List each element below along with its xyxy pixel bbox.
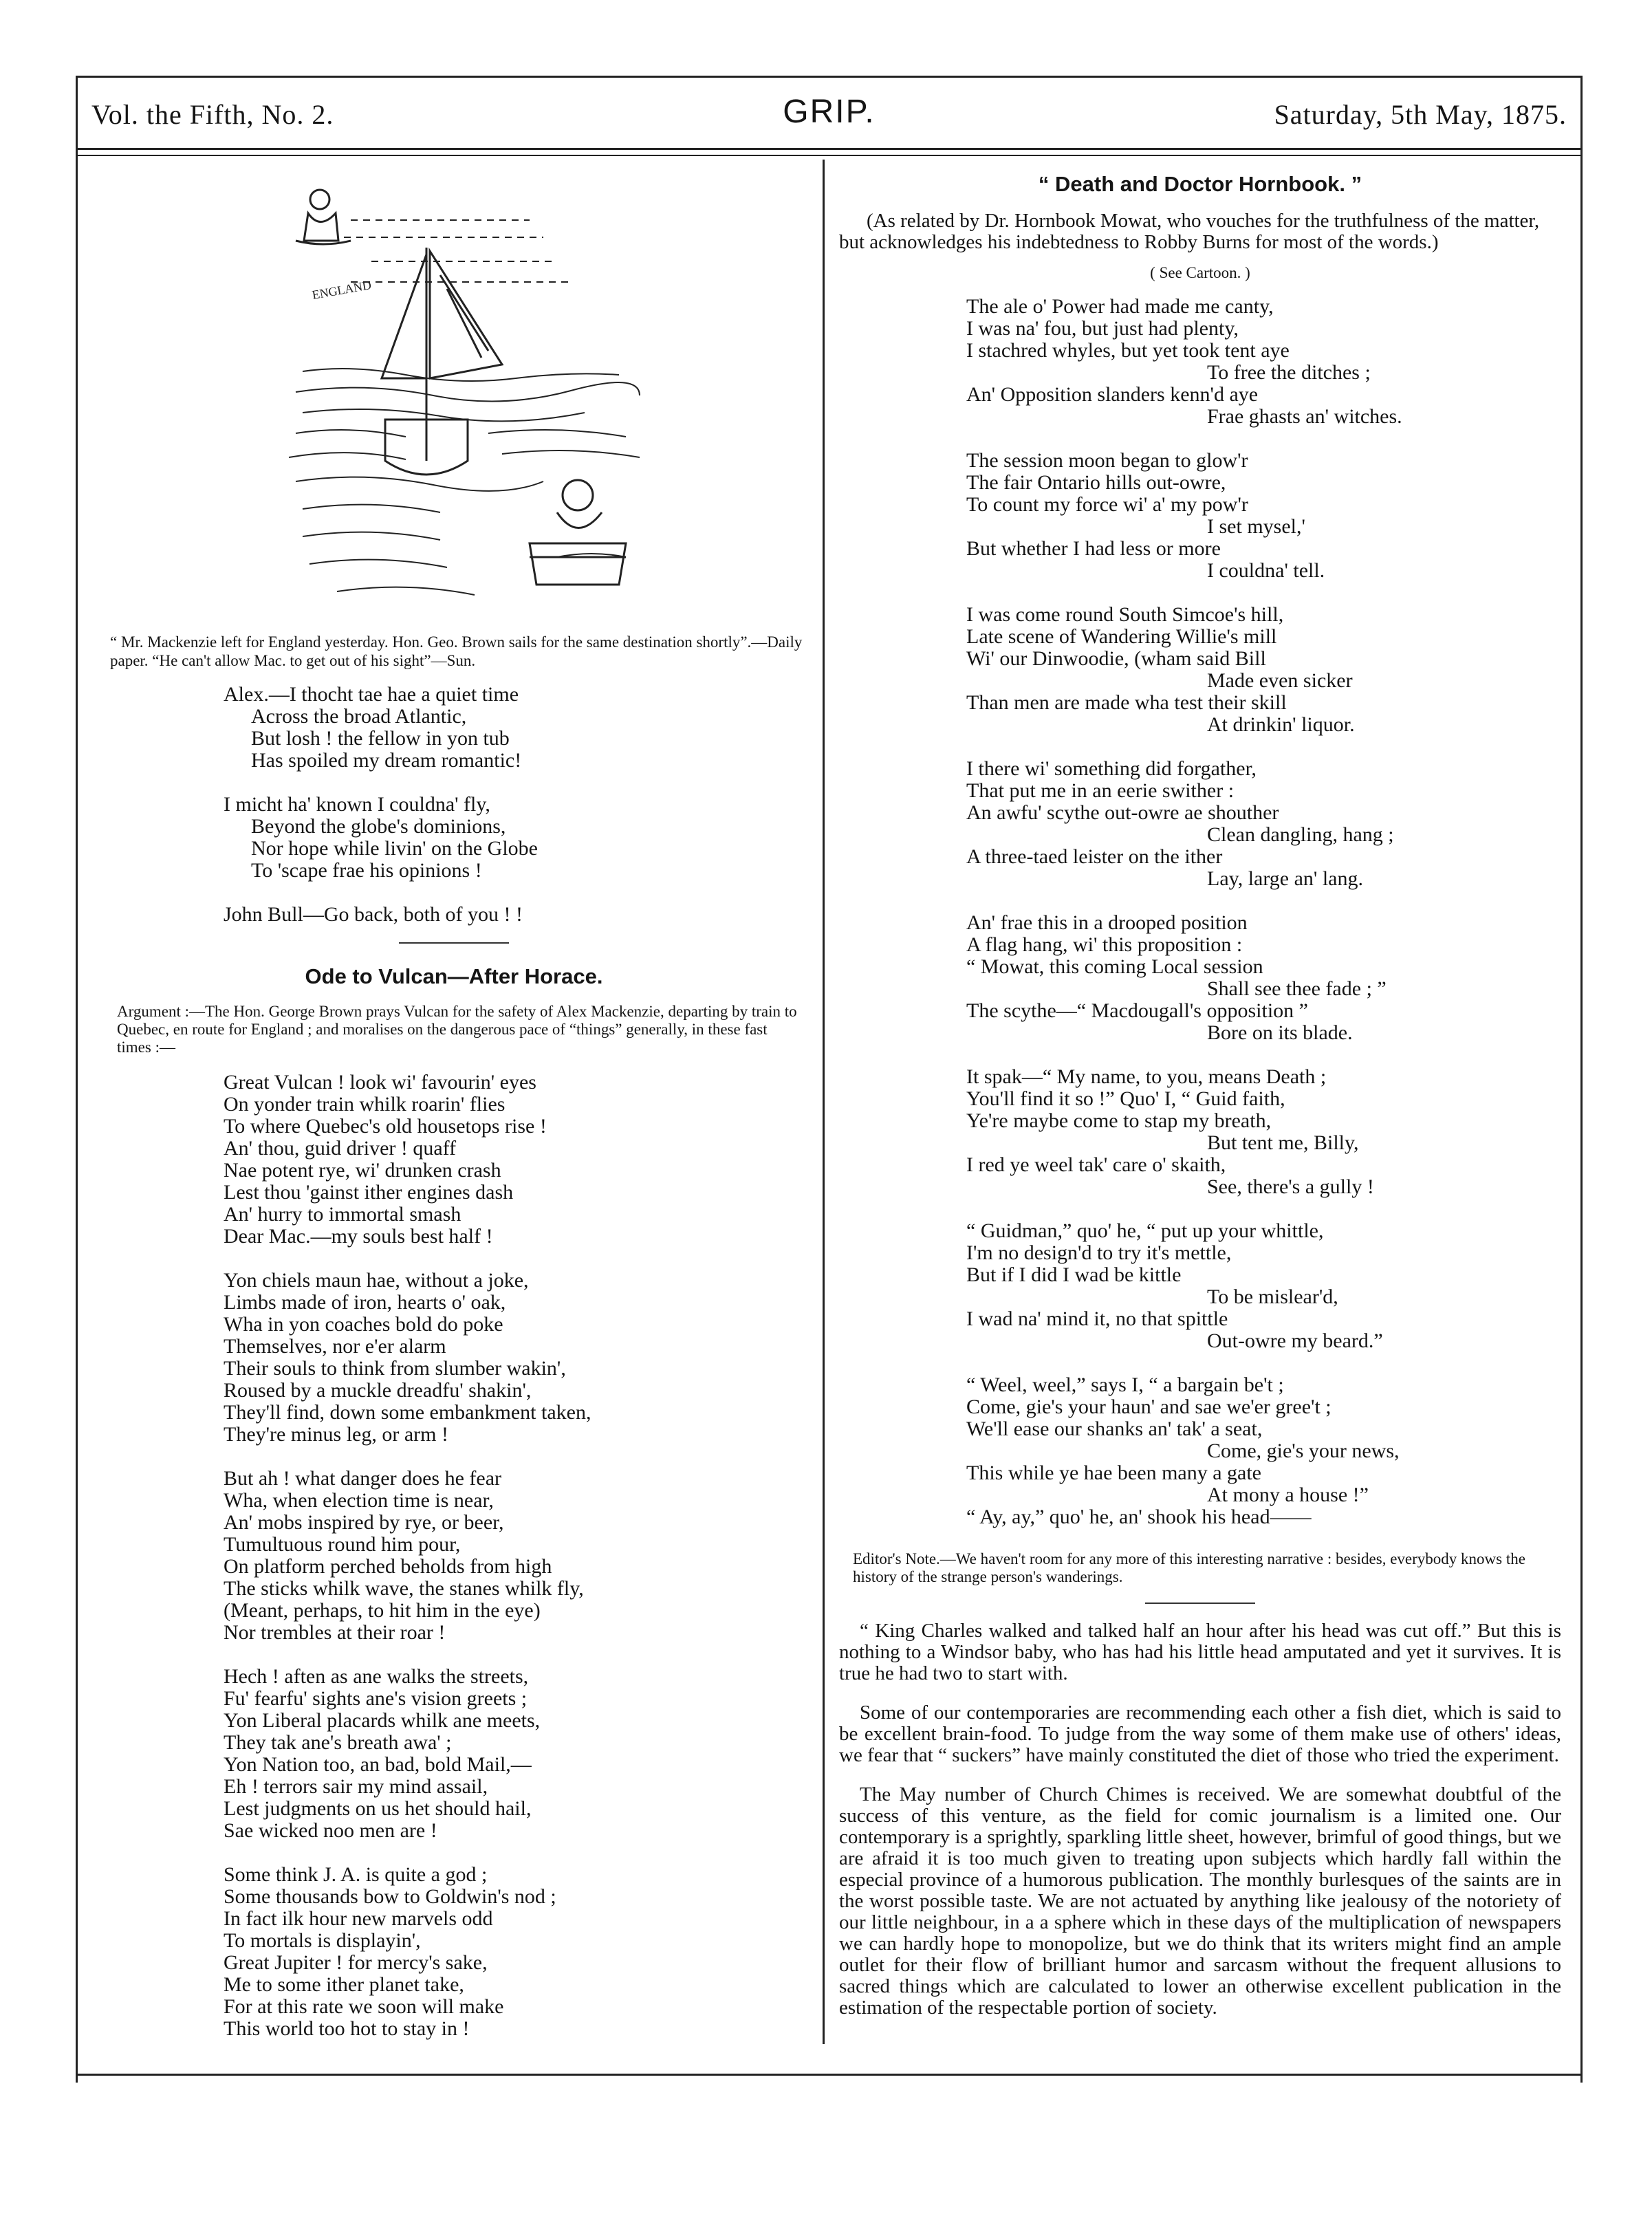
england-label: ENGLAND <box>311 278 373 302</box>
editors-note: Editor's Note.—We haven't room for any more of this interesting narrative : besides, everybody knows the history of the strange person's wanderings. <box>853 1550 1525 1585</box>
header-rule-thin <box>78 155 1580 156</box>
verse-line: That put me in an eerie swither : <box>966 779 1235 802</box>
verse-line: Dear Mac.—my souls best half ! <box>224 1225 493 1248</box>
verse-line: You'll find it so !” Quo' I, “ Guid faith, <box>966 1087 1285 1110</box>
verse-line: Across the broad Atlantic, <box>251 705 467 728</box>
verse-line: Nor hope while livin' on the Globe <box>251 837 538 860</box>
verse-line: Wha, when election time is near, <box>224 1489 494 1512</box>
verse-line: An' frae this in a drooped position <box>966 911 1248 934</box>
verse-line: Wi' our Dinwoodie, (wham said Bill <box>966 647 1266 670</box>
verse-line: The session moon began to glow'r <box>966 449 1248 472</box>
verse-line: Lest judgments on us het should hail, <box>224 1797 532 1820</box>
verse-line: Beyond the globe's dominions, <box>251 815 506 838</box>
verse-line: An awfu' scythe out-owre ae shouther <box>966 801 1279 824</box>
verse-line: Come, gie's your haun' and sae we'er gree't ; <box>966 1395 1332 1418</box>
poem-stanza-2 <box>839 450 1561 582</box>
verse-line: Limbs made of iron, hearts o' oak, <box>224 1291 506 1314</box>
verse-line: Eh ! terrors sair my mind assail, <box>224 1775 488 1798</box>
volume-number: Vol. the Fifth, No. 2. <box>91 99 334 130</box>
verse-line: (Meant, perhaps, to hit him in the eye) <box>224 1599 541 1622</box>
verse-line: Sae wicked noo men are ! <box>224 1819 437 1842</box>
verse-line: The scythe—“ Macdougall's opposition ” <box>966 999 1308 1022</box>
verse-line: The sticks whilk wave, the stanes whilk fly, <box>224 1577 584 1600</box>
verse-line: An' Opposition slanders kenn'd aye <box>966 383 1259 406</box>
verse-line: “ Ay, ay,” quo' he, an' shook his head—— <box>966 1506 1312 1528</box>
verse-line: To where Quebec's old housetops rise ! <box>224 1115 547 1138</box>
ode-argument: Argument :—The Hon. George Brown prays Vulcan for the safety of Alex Mackenzie, departing by train to Quebec, en route for England ; and moralises on the dangerous pace of “things” generally, in these fast times :— <box>117 1003 797 1056</box>
verse-line: Wha in yon coaches bold do poke <box>224 1313 503 1336</box>
verse-line: At drinkin' liquor. <box>1207 713 1355 736</box>
verse-line: In fact ilk hour new marvels odd <box>224 1907 493 1930</box>
verse-line: See, there's a gully ! <box>1207 1175 1374 1198</box>
article-paragraph: The May number of Church Chimes is received. We are somewhat doubtful of the success of this venture, as the field for comic journalism is a limited one. Our contemporary is a sprightly, sparkling little sheet, however, brimful of good things, but we are afraid it is too much given to treating upon subjects which hardly fall within the especial province of a humorous publication. The monthly burlesques of the saints are in the worst possible taste. We are not actuated by anything like jealousy of the notoriety of our little neighbour, in a a sphere which in these days of the multiplication of newspapers we can hardly hope to monopolize, but we do think that its writers might find an ample outlet for their flow of brilliant humor and sarcasm without the frequent allusions to sacred things which are calculated to lower an otherwise excellent publication in the estimation of the respectable portion of society. <box>839 1783 1561 2019</box>
header-rule <box>78 148 1580 150</box>
verse-line: Yon Nation too, an bad, bold Mail,— <box>224 1753 532 1776</box>
poem-stanza-5 <box>839 912 1561 1044</box>
verse-line: Tumultuous round him pour, <box>224 1533 461 1556</box>
verse-line: Ye're maybe come to stap my breath, <box>966 1109 1272 1132</box>
verse-line: Some thousands bow to Goldwin's nod ; <box>224 1885 556 1908</box>
verse-line: Me to some ither planet take, <box>224 1973 464 1996</box>
verse-line: This world too hot to stay in ! <box>224 2017 470 2040</box>
verse-line: The fair Ontario hills out-owre, <box>966 471 1226 494</box>
verse-line: But losh ! the fellow in yon tub <box>251 727 510 750</box>
verse-line: I was come round South Simcoe's hill, <box>966 603 1284 626</box>
verse-line: Clean dangling, hang ; <box>1207 823 1394 846</box>
see-cartoon-note: ( See Cartoon. ) <box>1150 264 1250 281</box>
poem-stanza-7 <box>839 1220 1561 1352</box>
verse-line: Out-owre my beard.” <box>1207 1329 1383 1352</box>
poem-stanza-3 <box>839 604 1561 736</box>
ode-stanza-4 <box>103 1666 805 1842</box>
verse-line: I red ye weel tak' care o' skaith, <box>966 1153 1226 1176</box>
verse-line: “ Weel, weel,” says I, “ a bargain be't ; <box>966 1373 1284 1396</box>
verse-line: I stachred whyles, but yet took tent aye <box>966 339 1290 362</box>
right-column <box>839 172 1561 2036</box>
column-divider <box>823 160 825 2044</box>
verse-line: Yon Liberal placards whilk ane meets, <box>224 1709 541 1732</box>
verse-line: Great Vulcan ! look wi' favourin' eyes <box>224 1071 536 1094</box>
ode-stanza-2 <box>103 1270 805 1446</box>
verse-line: I was na' fou, but just had plenty, <box>966 317 1239 340</box>
verse-line: To be mislear'd, <box>1207 1285 1338 1308</box>
section-separator <box>1145 1603 1255 1604</box>
verse-line: Alex.—I thocht tae hae a quiet time <box>224 683 519 706</box>
verse-line: Some think J. A. is quite a god ; <box>224 1863 488 1886</box>
verse-line: We'll ease our shanks an' tak' a seat, <box>966 1417 1263 1440</box>
verse-line: A flag hang, wi' this proposition : <box>966 933 1243 956</box>
verse-line: I wad na' mind it, no that spittle <box>966 1307 1228 1330</box>
verse-line: Lay, large an' lang. <box>1207 867 1363 890</box>
verse-line: I set mysel,' <box>1207 515 1305 538</box>
verse-line: I'm no design'd to try it's mettle, <box>966 1241 1232 1264</box>
ode-stanza-5 <box>103 1864 805 2040</box>
verse-line: On yonder train whilk roarin' flies <box>224 1093 506 1116</box>
verse-line: To count my force wi' a' my pow'r <box>966 493 1248 516</box>
verse-line: But if I did I wad be kittle <box>966 1263 1182 1286</box>
verse-line: Fu' fearfu' sights ane's vision greets ; <box>224 1687 528 1710</box>
verse-line: Frae ghasts an' witches. <box>1207 405 1402 428</box>
verse-line: But whether I had less or more <box>966 537 1221 560</box>
verse-line: “ Guidman,” quo' he, “ put up your whittle, <box>966 1219 1324 1242</box>
verse-line: Great Jupiter ! for mercy's sake, <box>224 1951 488 1974</box>
verse-line: They tak ane's breath awa' ; <box>224 1731 452 1754</box>
alex-verse-1 <box>103 684 805 772</box>
cartoon-caption: “ Mr. Mackenzie left for England yesterday. Hon. Geo. Brown sails for the same destination shortly”.—Daily paper. “He can't allow Mac. to get out of his sight”—Sun. <box>110 633 803 669</box>
poem-intro: (As related by Dr. Hornbook Mowat, who vouches for the truthfulness of the matter, but acknowledges his indebtedness to Robby Burns for most of the words.) <box>839 210 1540 253</box>
verse-line: To free the ditches ; <box>1207 361 1371 384</box>
ode-title: Ode to Vulcan—After Horace. <box>305 964 603 988</box>
verse-line: Nae potent rye, wi' drunken crash <box>224 1159 501 1182</box>
publication-title: GRIP. <box>783 94 876 130</box>
verse-line: Bore on its blade. <box>1207 1021 1353 1044</box>
verse-line: But tent me, Billy, <box>1207 1131 1359 1154</box>
verse-line: Than men are made wha test their skill <box>966 691 1287 714</box>
poem-stanza-8 <box>839 1374 1561 1528</box>
verse-line: This while ye hae been many a gate <box>966 1462 1261 1484</box>
article-paragraph: Some of our contemporaries are recommending each other a fish diet, which is said to be excellent brain-food. To judge from the way some of them make use of others' ideas, we fear that “ suckers” have mainly constituted the diet of those who tried the experiment. <box>839 1702 1561 1766</box>
ode-stanza-3 <box>103 1468 805 1644</box>
verse-line: The ale o' Power had made me canty, <box>966 295 1274 318</box>
left-column <box>103 172 805 2062</box>
verse-line: On platform perched beholds from high <box>224 1555 552 1578</box>
cartoon-illustration <box>144 172 763 619</box>
masthead <box>78 78 1580 157</box>
verse-line: They'll find, down some embankment taken, <box>224 1401 591 1424</box>
verse-line: Their souls to think from slumber wakin', <box>224 1357 566 1380</box>
alex-verse-2 <box>103 794 805 882</box>
verse-line: Themselves, nor e'er alarm <box>224 1335 446 1358</box>
verse-line: A three-taed leister on the ither <box>966 845 1223 868</box>
verse-line: Lest thou 'gainst ither engines dash <box>224 1181 514 1204</box>
poem-stanza-6 <box>839 1066 1561 1198</box>
verse-line: Late scene of Wandering Willie's mill <box>966 625 1277 648</box>
ode-stanza-1 <box>103 1072 805 1248</box>
verse-line: Nor trembles at their roar ! <box>224 1621 446 1644</box>
verse-line: But ah ! what danger does he fear <box>224 1467 502 1490</box>
poem-stanza-1 <box>839 296 1561 428</box>
verse-line: For at this rate we soon will make <box>224 1995 504 2018</box>
verse-line: “ Mowat, this coming Local session <box>966 955 1263 978</box>
poem-stanza-4 <box>839 758 1561 890</box>
verse-line: They're minus leg, or arm ! <box>224 1423 448 1446</box>
verse-line: Come, gie's your news, <box>1207 1440 1400 1462</box>
verse-line: Roused by a muckle dreadfu' shakin', <box>224 1379 532 1402</box>
poem-title: “ Death and Doctor Hornbook. ” <box>1038 172 1362 196</box>
verse-line: An' mobs inspired by rye, or beer, <box>224 1511 504 1534</box>
verse-line: I there wi' something did forgather, <box>966 757 1257 780</box>
verse-line: Hech ! aften as ane walks the streets, <box>224 1665 529 1688</box>
section-separator <box>399 942 509 944</box>
verse-line: To mortals is displayin', <box>224 1929 421 1952</box>
issue-date: Saturday, 5th May, 1875. <box>1274 99 1567 130</box>
verse-line: Yon chiels maun hae, without a joke, <box>224 1269 529 1292</box>
footer-rule <box>76 2074 1582 2076</box>
verse-line: An' hurry to immortal smash <box>224 1203 461 1226</box>
verse-line: Has spoiled my dream romantic! <box>251 749 522 772</box>
verse-line: At mony a house !” <box>1207 1484 1369 1506</box>
verse-line: It spak—“ My name, to you, means Death ; <box>966 1065 1327 1088</box>
verse-line: Shall see thee fade ; ” <box>1207 977 1387 1000</box>
article-paragraph: “ King Charles walked and talked half an hour after his head was cut off.” But this is nothing to a Windsor baby, who has had his little head amputated and yet it survives. It is true he had two to start with. <box>839 1620 1561 1684</box>
verse-line: I couldna' tell. <box>1207 559 1325 582</box>
verse-line: I micht ha' known I couldna' fly, <box>224 793 490 816</box>
john-bull-line: John Bull—Go back, both of you ! ! <box>224 903 523 926</box>
verse-line: To 'scape frae his opinions ! <box>251 859 482 882</box>
verse-line: Made even sicker <box>1207 669 1353 692</box>
verse-line: An' thou, guid driver ! quaff <box>224 1137 457 1160</box>
